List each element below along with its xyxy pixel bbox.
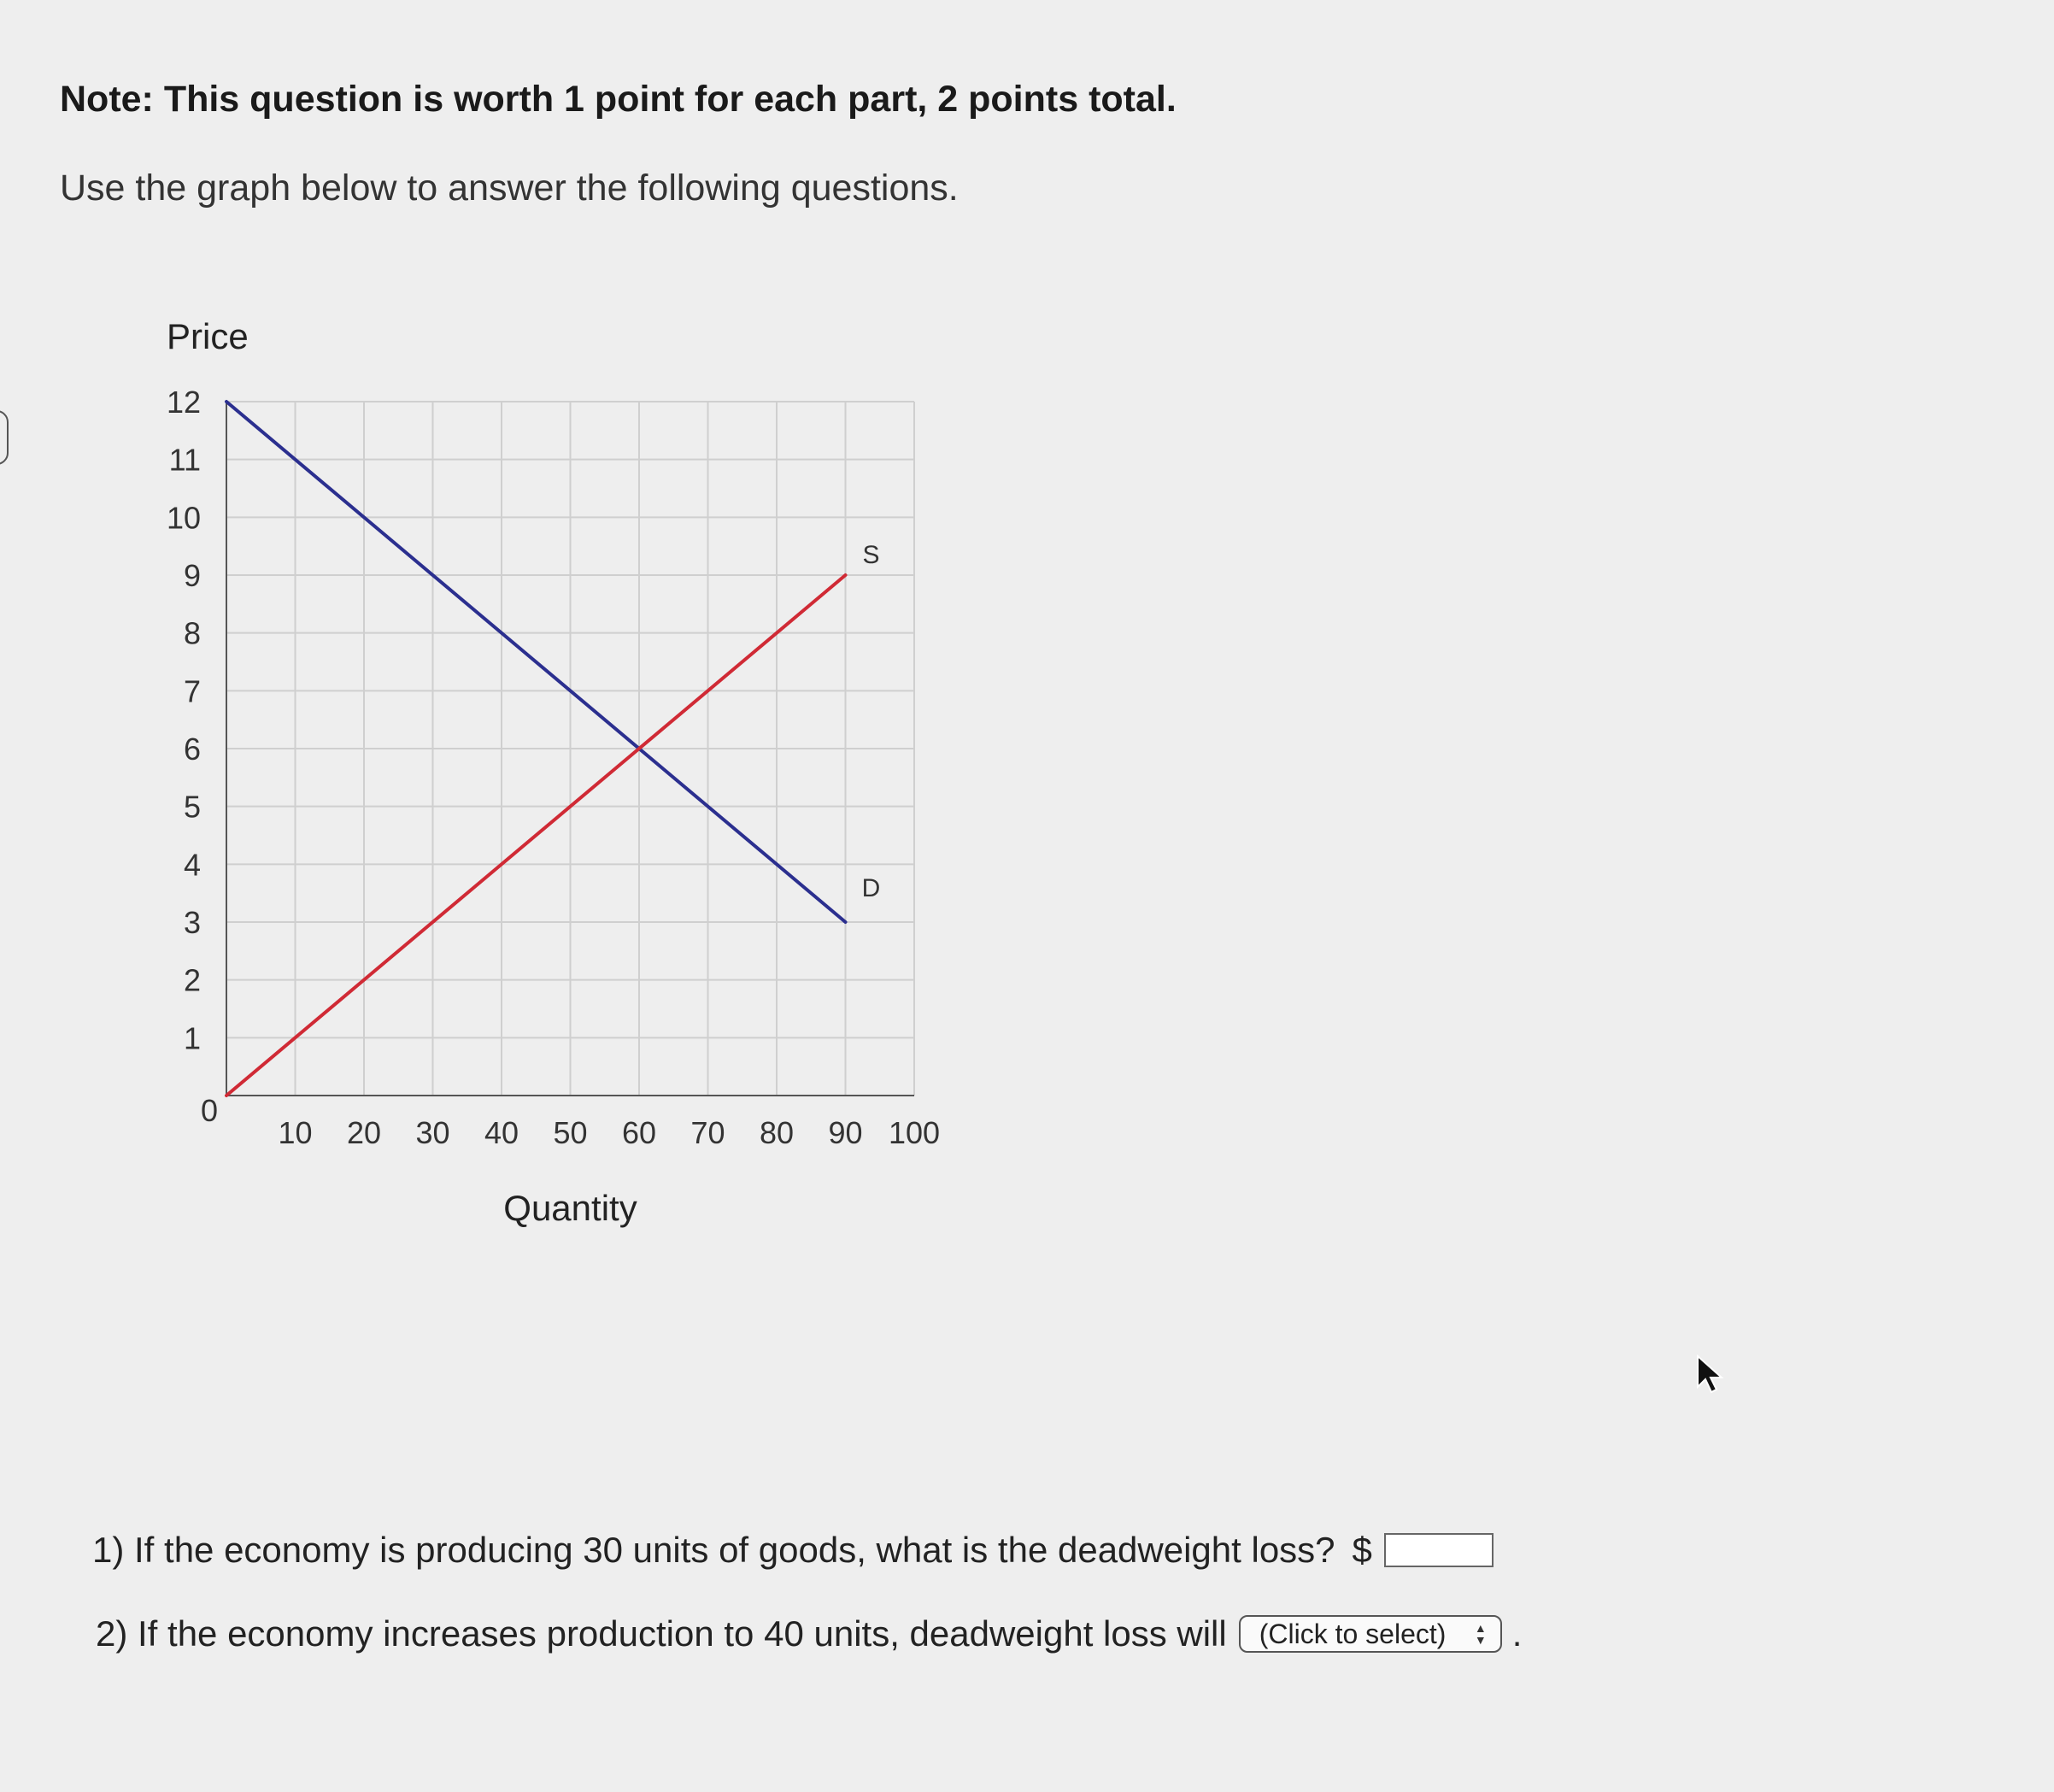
x-tick-label: 70	[690, 1115, 725, 1150]
series-label-s: S	[862, 541, 880, 569]
updown-caret-icon: ▲ ▼	[1474, 1621, 1487, 1647]
x-tick-label: 10	[278, 1115, 313, 1150]
series-line-d	[226, 402, 846, 922]
select-label: (Click to select)	[1259, 1618, 1447, 1649]
x-tick-label: 90	[828, 1115, 863, 1150]
question-note: Note: This question is worth 1 point for each part, 2 points total.	[60, 79, 1177, 120]
origin-label: 0	[200, 1093, 219, 1128]
x-axis-title: Quantity	[503, 1188, 637, 1228]
y-tick-label: 3	[183, 905, 201, 940]
x-tick-label: 100	[888, 1115, 941, 1150]
x-tick-label: 20	[346, 1115, 382, 1150]
question-1	[92, 1530, 1494, 1571]
y-tick-label: 8	[183, 615, 201, 651]
x-tick-label: 40	[484, 1115, 519, 1150]
x-tick-label: 60	[621, 1115, 657, 1150]
y-tick-label: 1	[183, 1020, 201, 1056]
x-tick-label: 80	[759, 1115, 795, 1150]
question-2-period: .	[1511, 1613, 1523, 1654]
mouse-pointer-icon	[1696, 1354, 1725, 1395]
question-2-text: 2) If the economy increases production to 40 units, deadweight loss will	[96, 1613, 1227, 1654]
currency-symbol: $	[1352, 1530, 1372, 1570]
y-tick-label: 5	[183, 789, 201, 825]
y-tick-label: 7	[183, 673, 201, 709]
question-1-text: 1) If the economy is producing 30 units of goods, what is the deadweight loss?	[92, 1530, 1335, 1570]
y-tick-label: 10	[166, 500, 201, 536]
y-tick-label: 2	[183, 962, 201, 998]
y-tick-label: 12	[166, 385, 201, 420]
y-tick-label: 6	[183, 731, 201, 767]
y-tick-label: 11	[168, 442, 201, 478]
y-tick-label: 9	[183, 558, 201, 593]
x-tick-label: 50	[553, 1115, 588, 1150]
series-label-d: D	[861, 874, 881, 902]
question-2	[96, 1613, 1522, 1654]
x-tick-label: 30	[415, 1115, 450, 1150]
question-instructions: Use the graph below to answer the following questions.	[60, 167, 959, 209]
series-line-s	[226, 575, 846, 1096]
deadweight-loss-input[interactable]	[1384, 1533, 1494, 1567]
deadweight-loss-change-select[interactable]	[1239, 1615, 1502, 1653]
y-axis-title: Price	[167, 316, 249, 356]
y-tick-label: 4	[183, 847, 201, 883]
